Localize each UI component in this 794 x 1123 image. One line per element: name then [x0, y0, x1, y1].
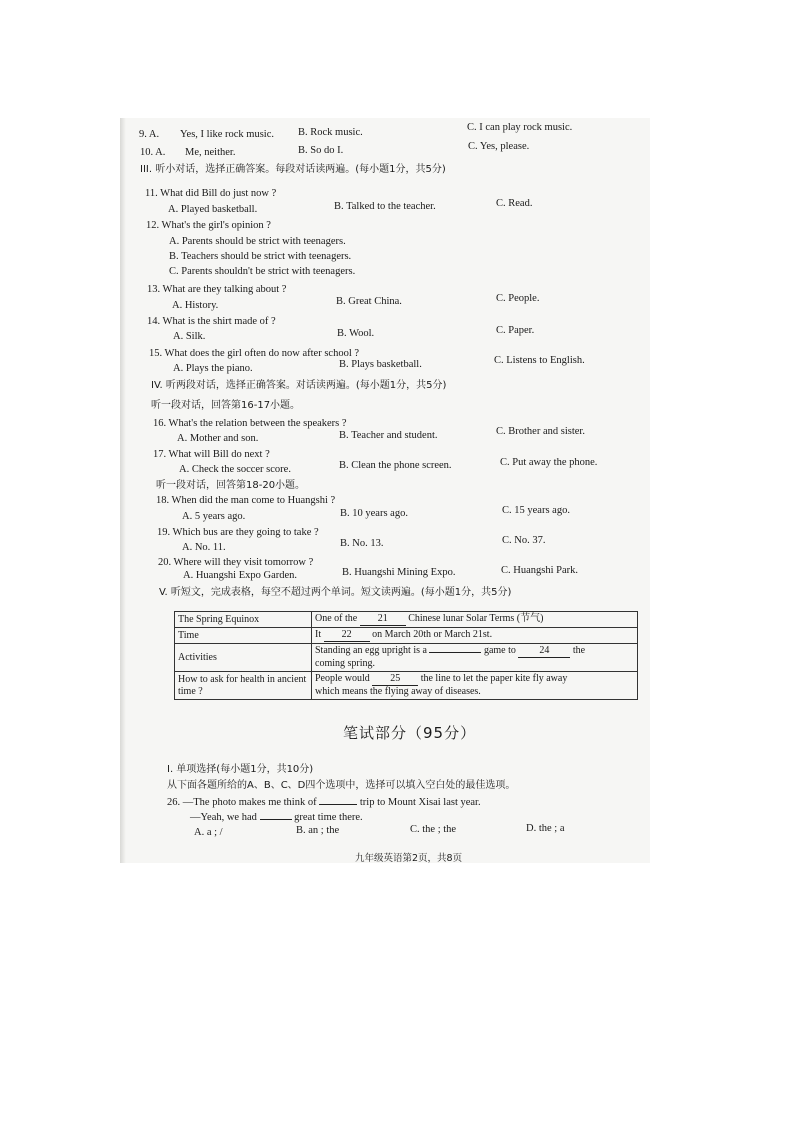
q26-blank-2[interactable] [260, 819, 292, 820]
q11-option-b: B. Talked to the teacher. [334, 201, 436, 212]
paper-edge [120, 118, 126, 863]
q18-option-a: A. 5 years ago. [182, 511, 246, 522]
q14-option-a: A. Silk. [173, 331, 206, 342]
blank-22[interactable]: 22 [324, 629, 370, 642]
q26-line1 [167, 797, 481, 809]
table-row [175, 612, 638, 628]
cell-text: coming spring. [315, 658, 375, 669]
cell-text: game to [483, 645, 516, 656]
blank-24[interactable]: 24 [518, 645, 570, 658]
q19-question: 19. Which bus are they going to take ? [157, 527, 319, 538]
q26-option-c: C. the ; the [410, 824, 457, 835]
q15-option-b: B. Plays basketball. [339, 359, 422, 370]
q18-question: 18. When did the man come to Huangshi ? [156, 495, 336, 506]
row-content-time [312, 628, 638, 644]
q16-question: 16. What's the relation between the speakers ? [153, 418, 347, 429]
q26-text: —Yeah, we had [190, 812, 257, 823]
q13-question: 13. What are they talking about ? [147, 284, 287, 295]
section-4-heading: IV. 听两段对话，选择正确答案。对话读两遍。(每小题1分，共5分) [151, 380, 447, 391]
q17-option-a: A. Check the soccer score. [179, 464, 291, 475]
q26-option-a: A. a ; / [194, 827, 223, 838]
q12-option-c: C. Parents shouldn't be strict with teenagers. [169, 266, 356, 277]
q26-text: great time there. [294, 812, 363, 823]
page-footer: 九年级英语第2页，共8页 [355, 853, 463, 864]
q13-option-a: A. History. [172, 300, 219, 311]
row-label-activities: Activities [175, 644, 312, 672]
q11-option-c: C. Read. [496, 198, 533, 209]
q19-option-c: C. No. 37. [502, 535, 546, 546]
q9-option-a: Yes, I like rock music. [180, 129, 275, 140]
q15-option-a: A. Plays the piano. [173, 363, 253, 374]
q18-option-b: B. 10 years ago. [340, 508, 408, 519]
q26-option-b: B. an ; the [296, 825, 340, 836]
written-part-heading: 笔试部分（95分） [343, 724, 477, 742]
q20-option-b: B. Huangshi Mining Expo. [342, 567, 456, 578]
row-label-ancient-health: How to ask for health in ancient time ? [175, 672, 312, 700]
section-3-heading: III. 听小对话，选择正确答案。每段对话读两遍。(每小题1分，共5分) [140, 164, 446, 175]
row-content-spring-equinox [312, 612, 638, 628]
section-i-instructions: 从下面各题所给的A、B、C、D四个选项中，选择可以填入空白处的最佳选项。 [167, 780, 516, 791]
cell-text: One of the [315, 613, 358, 624]
q17-question: 17. What will Bill do next ? [153, 449, 270, 460]
cell-text: which means the flying away of diseases. [315, 686, 481, 697]
q10-option-c: C. Yes, please. [468, 141, 530, 152]
cell-text: the line to let the paper kite fly away [420, 673, 568, 684]
cell-text: the [572, 645, 586, 656]
cell-text: People would [315, 673, 370, 684]
q10-option-a: Me, neither. [185, 147, 236, 158]
q12-question: 12. What's the girl's opinion ? [146, 220, 271, 231]
q26-text: trip to Mount Xisai last year. [359, 797, 481, 808]
row-label-time: Time [175, 628, 312, 644]
q20-question: 20. Where will they visit tomorrow ? [158, 557, 314, 568]
q26-blank-1[interactable] [319, 804, 357, 805]
q12-option-b: B. Teachers should be strict with teenagers. [169, 251, 352, 262]
table-row [175, 644, 638, 672]
q14-option-b: B. Wool. [337, 328, 375, 339]
q9-option-b: B. Rock music. [298, 127, 363, 138]
row-content-activities [312, 644, 638, 672]
cell-text: Standing an egg upright is a [315, 645, 427, 656]
blank-23[interactable] [429, 652, 481, 653]
q15-option-c: C. Listens to English. [494, 355, 585, 366]
q9-option-c: C. I can play rock music. [467, 122, 573, 133]
blank-21[interactable]: 21 [360, 613, 406, 626]
q26-option-d: D. the ; a [526, 823, 565, 834]
row-label-spring-equinox: The Spring Equinox [175, 612, 312, 628]
q10-number: 10. A. [140, 147, 166, 158]
q26-line2 [190, 812, 363, 824]
table-row [175, 672, 638, 700]
q14-question: 14. What is the shirt made of ? [147, 316, 276, 327]
cell-text: on March 20th or March 21st. [372, 629, 493, 640]
q16-option-c: C. Brother and sister. [496, 426, 585, 437]
q15-question: 15. What does the girl often do now after school ? [149, 348, 360, 359]
q20-option-a: A. Huangshi Expo Garden. [183, 570, 298, 581]
q11-question: 11. What did Bill do just now ? [145, 188, 277, 199]
q26-text: 26. —The photo makes me think of [167, 797, 317, 808]
q17-option-c: C. Put away the phone. [500, 457, 598, 468]
cell-text: It [315, 629, 322, 640]
section-4-subheading-1: 听一段对话，回答第16-17小题。 [151, 400, 301, 411]
q19-option-a: A. No. 11. [182, 542, 226, 553]
q9-number: 9. A. [139, 129, 160, 140]
row-content-ancient-health [312, 672, 638, 700]
q18-option-c: C. 15 years ago. [502, 505, 570, 516]
section-5-heading: V. 听短文，完成表格，每空不超过两个单词。短文读两遍。(每小题1分，共5分) [159, 587, 512, 598]
table-row [175, 628, 638, 644]
q14-option-c: C. Paper. [496, 325, 535, 336]
q19-option-b: B. No. 13. [340, 538, 384, 549]
q13-option-c: C. People. [496, 293, 540, 304]
q13-option-b: B. Great China. [336, 296, 402, 307]
section-i-heading: I. 单项选择(每小题1分，共10分) [167, 764, 314, 775]
spring-equinox-table [174, 611, 638, 700]
q11-option-a: A. Played basketball. [168, 204, 258, 215]
cell-text: Chinese lunar Solar Terms (节气) [408, 613, 544, 624]
q17-option-b: B. Clean the phone screen. [339, 460, 452, 471]
blank-25[interactable]: 25 [372, 673, 418, 686]
q16-option-a: A. Mother and son. [177, 433, 259, 444]
q10-option-b: B. So do I. [298, 145, 344, 156]
q12-option-a: A. Parents should be strict with teenagers. [169, 236, 346, 247]
q16-option-b: B. Teacher and student. [339, 430, 438, 441]
q20-option-c: C. Huangshi Park. [501, 565, 578, 576]
section-4-subheading-2: 听一段对话，回答第18-20小题。 [156, 480, 306, 491]
